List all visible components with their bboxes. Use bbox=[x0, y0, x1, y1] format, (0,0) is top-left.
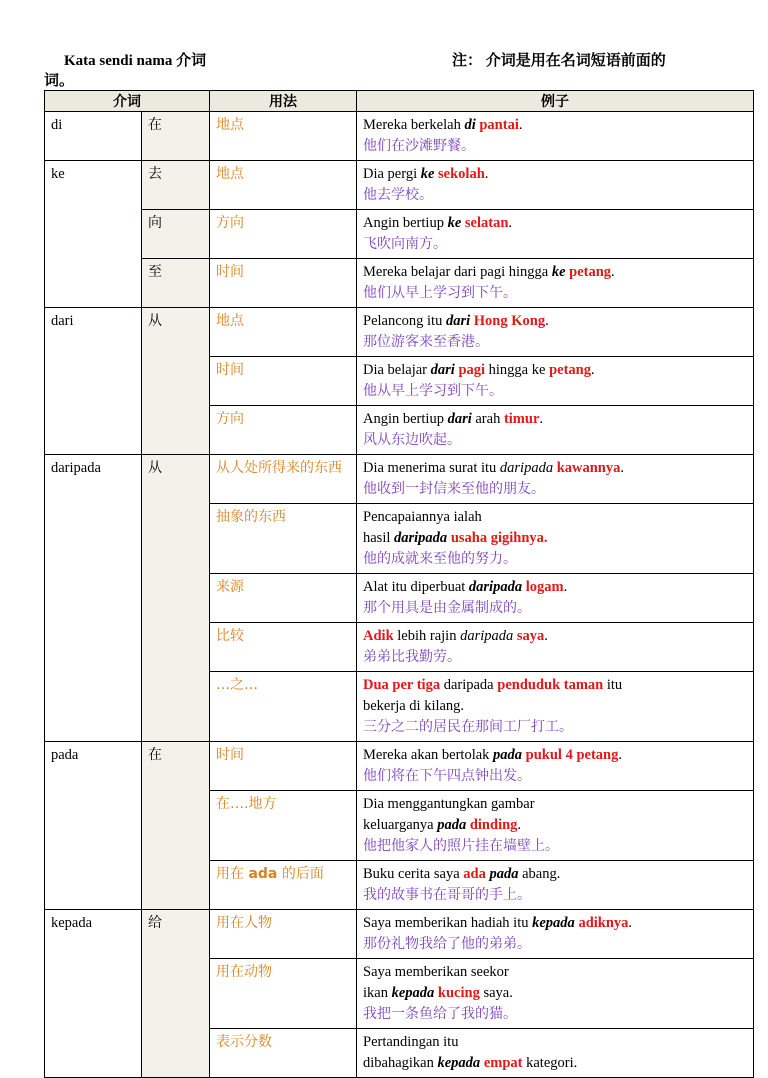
preposition-word: kepada bbox=[45, 910, 142, 959]
preposition-chinese: 从 bbox=[142, 308, 210, 357]
example-cell: Mereka berkelah di pantai. 他们在沙滩野餐。 bbox=[357, 112, 754, 161]
example-cell: Pencapaiannya ialah hasil daripada usaha gigihnya. 他的成就来至他的努力。 bbox=[357, 504, 754, 574]
table-row bbox=[45, 1029, 754, 1078]
example-translation: 飞吹向南方。 bbox=[363, 236, 447, 252]
example-translation: 风从东边吹起。 bbox=[363, 432, 461, 448]
col-header-example: 例子 bbox=[357, 91, 754, 112]
example-translation: 他的成就来至他的努力。 bbox=[363, 551, 517, 567]
example-cell: Mereka belajar dari pagi hingga ke petang. 他们从早上学习到下午。 bbox=[357, 259, 754, 308]
usage-cell: 抽象的东西 bbox=[210, 504, 357, 574]
preposition-table bbox=[44, 90, 754, 1078]
page-title: Kata sendi nama 介词 bbox=[64, 53, 207, 69]
usage-cell: 来源 bbox=[210, 574, 357, 623]
example-translation: 他从早上学习到下午。 bbox=[363, 383, 503, 399]
table-row bbox=[45, 959, 754, 1029]
usage-cell: 在….地方 bbox=[210, 791, 357, 861]
example-translation: 那个用具是由金属制成的。 bbox=[363, 600, 531, 616]
preposition-word: dari bbox=[45, 308, 142, 357]
example-cell: Pertandingan itu dibahagikan kepada empat kategori. bbox=[357, 1029, 754, 1078]
table-header-row bbox=[45, 91, 754, 112]
preposition-chinese: 给 bbox=[142, 910, 210, 959]
table-row bbox=[45, 791, 754, 861]
table-row bbox=[45, 623, 754, 672]
table-row bbox=[45, 357, 754, 406]
preposition-chinese: 去 bbox=[142, 161, 210, 210]
example-cell: Alat itu diperbuat daripada logam. 那个用具是由金属制成的。 bbox=[357, 574, 754, 623]
example-translation: 他们将在下午四点钟出发。 bbox=[363, 768, 531, 784]
usage-cell: 用在 ada 的后面 bbox=[210, 861, 357, 910]
example-cell: Saya memberikan hadiah itu kepada adiknya. 那份礼物我给了他的弟弟。 bbox=[357, 910, 754, 959]
example-cell: Dia pergi ke sekolah. 他去学校。 bbox=[357, 161, 754, 210]
example-translation: 弟弟比我勤劳。 bbox=[363, 649, 461, 665]
example-translation: 他们从早上学习到下午。 bbox=[363, 285, 517, 301]
example-cell: Buku cerita saya ada pada abang. 我的故事书在哥哥的手上。 bbox=[357, 861, 754, 910]
table-row bbox=[45, 861, 754, 910]
example-translation: 我把一条鱼给了我的猫。 bbox=[363, 1006, 517, 1022]
example-cell: Dia menggantungkan gambar keluarganya pada dinding. 他把他家人的照片挂在墙壁上。 bbox=[357, 791, 754, 861]
example-cell: Angin bertiup ke selatan. 飞吹向南方。 bbox=[357, 210, 754, 259]
usage-cell: 地点 bbox=[210, 112, 357, 161]
preposition-chinese: 向 bbox=[142, 210, 210, 259]
example-translation: 他收到一封信来至他的朋友。 bbox=[363, 481, 545, 497]
preposition-word: di bbox=[45, 112, 142, 161]
usage-cell: 比较 bbox=[210, 623, 357, 672]
example-translation: 三分之二的居民在那间工厂打工。 bbox=[363, 719, 573, 735]
table-row bbox=[45, 742, 754, 791]
preposition-chinese: 在 bbox=[142, 112, 210, 161]
example-translation: 我的故事书在哥哥的手上。 bbox=[363, 887, 531, 903]
table-row bbox=[45, 259, 754, 308]
usage-cell: 时间 bbox=[210, 742, 357, 791]
example-cell: Dia belajar dari pagi hingga ke petang. 他从早上学习到下午。 bbox=[357, 357, 754, 406]
example-translation: 他去学校。 bbox=[363, 187, 433, 203]
header-note-wrap: 词。 bbox=[44, 73, 75, 89]
example-translation: 那份礼物我给了他的弟弟。 bbox=[363, 936, 531, 952]
example-cell: Pelancong itu dari Hong Kong. 那位游客来至香港。 bbox=[357, 308, 754, 357]
usage-cell: 表示分数 bbox=[210, 1029, 357, 1078]
preposition-chinese: 从 bbox=[142, 455, 210, 504]
example-translation: 那位游客来至香港。 bbox=[363, 334, 489, 350]
table-row bbox=[45, 161, 754, 210]
preposition-word: pada bbox=[45, 742, 142, 791]
example-translation: 他们在沙滩野餐。 bbox=[363, 138, 475, 154]
table-row bbox=[45, 504, 754, 574]
table-row bbox=[45, 455, 754, 504]
example-cell: Mereka akan bertolak pada pukul 4 petang. 他们将在下午四点钟出发。 bbox=[357, 742, 754, 791]
usage-cell: 地点 bbox=[210, 161, 357, 210]
table-row bbox=[45, 210, 754, 259]
table-row bbox=[45, 910, 754, 959]
preposition-chinese: 在 bbox=[142, 742, 210, 791]
usage-cell: 时间 bbox=[210, 357, 357, 406]
preposition-word: daripada bbox=[45, 455, 142, 504]
example-cell: Angin bertiup dari arah timur. 风从东边吹起。 bbox=[357, 406, 754, 455]
usage-cell: 方向 bbox=[210, 406, 357, 455]
example-cell: Saya memberikan seekor ikan kepada kucing saya. 我把一条鱼给了我的猫。 bbox=[357, 959, 754, 1029]
usage-cell: 时间 bbox=[210, 259, 357, 308]
table-row bbox=[45, 112, 754, 161]
usage-cell: 地点 bbox=[210, 308, 357, 357]
example-cell: Adik lebih rajin daripada saya. 弟弟比我勤劳。 bbox=[357, 623, 754, 672]
usage-cell: …之… bbox=[210, 672, 357, 742]
usage-cell: 用在人物 bbox=[210, 910, 357, 959]
usage-cell: 用在动物 bbox=[210, 959, 357, 1029]
preposition-chinese: 至 bbox=[142, 259, 210, 308]
header-note: 注： 介词是用在名词短语前面的 bbox=[452, 53, 666, 69]
example-cell: Dua per tiga daripada penduduk taman itu bekerja di kilang. 三分之二的居民在那间工厂打工。 bbox=[357, 672, 754, 742]
table-row bbox=[45, 406, 754, 455]
example-translation: 他把他家人的照片挂在墙壁上。 bbox=[363, 838, 559, 854]
usage-cell: 方向 bbox=[210, 210, 357, 259]
table-row bbox=[45, 574, 754, 623]
usage-cell: 从人处所得来的东西 bbox=[210, 455, 357, 504]
col-header-preposition: 介词 bbox=[45, 91, 210, 112]
example-cell: Dia menerima surat itu daripada kawannya. 他收到一封信来至他的朋友。 bbox=[357, 455, 754, 504]
preposition-word: ke bbox=[45, 161, 142, 210]
table-row bbox=[45, 672, 754, 742]
page-header bbox=[44, 47, 734, 91]
table-row bbox=[45, 308, 754, 357]
col-header-usage: 用法 bbox=[210, 91, 357, 112]
